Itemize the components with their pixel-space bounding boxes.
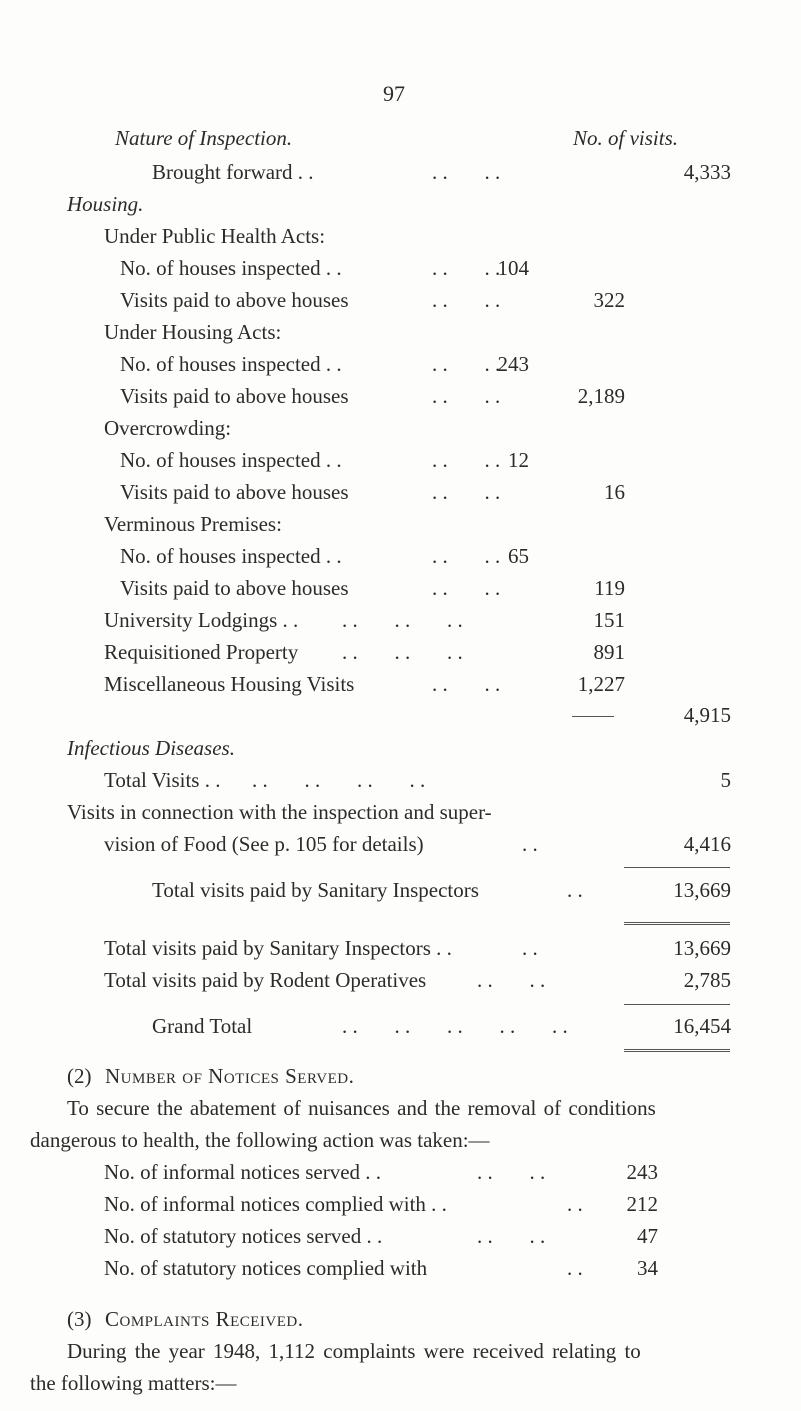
overcrowding-heading: Overcrowding: — [104, 416, 232, 440]
housing-total-dash — [572, 716, 614, 717]
notice-item-dots: . . — [567, 1256, 583, 1280]
misc-housing-value: 1,227 — [577, 672, 625, 696]
housing-heading: Housing. — [67, 192, 144, 216]
notice-item-value: 243 — [626, 1160, 658, 1184]
nature-of-inspection-header: Nature of Inspection. — [115, 126, 293, 150]
overcrowding-visits-dots: . . . . — [432, 480, 501, 504]
notices-section-heading: Number of Notices Served. — [105, 1064, 355, 1088]
housing-acts-inspected-label: No. of houses inspected . . — [120, 352, 342, 376]
requisitioned-property-value: 891 — [593, 640, 625, 664]
overcrowding-inspected-dots: . . . . — [432, 448, 501, 472]
pha-inspected-dots: . . . . — [432, 256, 501, 280]
infectious-total-value: 5 — [720, 768, 731, 792]
complaints-section-heading: Complaints Received. — [105, 1307, 304, 1331]
misc-housing-label: Miscellaneous Housing Visits — [104, 672, 355, 696]
grand-total-rule — [624, 1004, 730, 1005]
verminous-inspected-value: 65 — [508, 544, 529, 568]
notice-item-value: 47 — [637, 1224, 658, 1248]
pha-visits-value: 322 — [593, 288, 625, 312]
verminous-visits-value: 119 — [594, 576, 625, 600]
grand-total-value: 16,454 — [673, 1014, 731, 1038]
overcrowding-inspected-label: No. of houses inspected . . — [120, 448, 342, 472]
total-sanitary-dots: . . — [567, 878, 583, 902]
total-double-rule — [624, 922, 730, 925]
notice-item-label: No. of informal notices served . . — [104, 1160, 382, 1184]
summary-rodent-dots: . . . . — [477, 968, 546, 992]
pha-inspected-value: 104 — [497, 256, 529, 280]
misc-housing-dots: . . . . — [432, 672, 501, 696]
total-sanitary-label: Total visits paid by Sanitary Inspectors — [152, 878, 479, 902]
brought-forward-dots: . . . . — [432, 160, 501, 184]
notices-section-number: (2) — [67, 1064, 92, 1088]
overcrowding-visits-value: 16 — [604, 480, 625, 504]
pha-heading: Under Public Health Acts: — [104, 224, 326, 248]
overcrowding-visits-label: Visits paid to above houses — [120, 480, 349, 504]
housing-acts-heading: Under Housing Acts: — [104, 320, 282, 344]
summary-rodent-label: Total visits paid by Rodent Operatives — [104, 968, 427, 992]
grand-total-label: Grand Total — [152, 1014, 253, 1038]
housing-acts-visits-label: Visits paid to above houses — [120, 384, 349, 408]
housing-acts-inspected-value: 243 — [497, 352, 529, 376]
infectious-total-dots: . . . . . . . . — [252, 768, 426, 792]
notice-item-value: 212 — [626, 1192, 658, 1216]
housing-acts-visits-value: 2,189 — [577, 384, 625, 408]
notice-item-label: No. of statutory notices complied with — [104, 1256, 428, 1280]
summary-rodent-value: 2,785 — [683, 968, 731, 992]
notice-item-dots: . . — [567, 1192, 583, 1216]
notice-item-dots: . . . . — [477, 1224, 546, 1248]
pha-visits-dots: . . . . — [432, 288, 501, 312]
food-visits-dots: . . — [522, 832, 538, 856]
food-visits-line1: Visits in connection with the inspection and super- — [67, 800, 492, 824]
total-sanitary-value: 13,669 — [673, 878, 731, 902]
verminous-visits-dots: . . . . — [432, 576, 501, 600]
infectious-total-label: Total Visits . . — [104, 768, 221, 792]
notices-paragraph-line2: dangerous to health, the following action was taken:— — [30, 1128, 490, 1152]
summary-sanitary-label: Total visits paid by Sanitary Inspectors . . — [104, 936, 452, 960]
number-of-visits-header: No. of visits. — [573, 126, 679, 150]
summary-sanitary-value: 13,669 — [673, 936, 731, 960]
subtotal-rule — [624, 867, 730, 868]
notice-item-value: 34 — [637, 1256, 658, 1280]
university-lodgings-value: 151 — [593, 608, 625, 632]
notice-item-dots: . . . . — [477, 1160, 546, 1184]
notice-item-label: No. of informal notices complied with . . — [104, 1192, 447, 1216]
brought-forward-value: 4,333 — [683, 160, 731, 184]
complaints-paragraph-line2: the following matters:— — [30, 1371, 237, 1395]
housing-acts-visits-dots: . . . . — [432, 384, 501, 408]
complaints-paragraph-line1: During the year 1948, 1,112 complaints were received relating to — [67, 1339, 641, 1363]
food-visits-value: 4,416 — [683, 832, 731, 856]
brought-forward-label: Brought forward . . — [152, 160, 314, 184]
housing-acts-inspected-dots: . . . . — [432, 352, 501, 376]
housing-total-value: 4,915 — [683, 703, 731, 727]
notice-item-label: No. of statutory notices served . . — [104, 1224, 383, 1248]
infectious-diseases-heading: Infectious Diseases. — [67, 736, 235, 760]
requisitioned-property-dots: . . . . . . — [342, 640, 463, 664]
verminous-heading: Verminous Premises: — [104, 512, 282, 536]
pha-visits-label: Visits paid to above houses — [120, 288, 349, 312]
notices-paragraph-line1: To secure the abatement of nuisances and the removal of conditions — [67, 1096, 656, 1120]
requisitioned-property-label: Requisitioned Property — [104, 640, 299, 664]
summary-sanitary-dots: . . — [522, 936, 538, 960]
grand-total-double-rule — [624, 1049, 730, 1052]
overcrowding-inspected-value: 12 — [508, 448, 529, 472]
food-visits-line2: vision of Food (See p. 105 for details) — [104, 832, 424, 856]
verminous-visits-label: Visits paid to above houses — [120, 576, 349, 600]
grand-total-dots: . . . . . . . . . . — [342, 1014, 568, 1038]
university-lodgings-label: University Lodgings . . — [104, 608, 299, 632]
pha-inspected-label: No. of houses inspected . . — [120, 256, 342, 280]
complaints-section-number: (3) — [67, 1307, 92, 1331]
page-number: 97 — [383, 81, 405, 106]
university-lodgings-dots: . . . . . . — [342, 608, 463, 632]
verminous-inspected-label: No. of houses inspected . . — [120, 544, 342, 568]
verminous-inspected-dots: . . . . — [432, 544, 501, 568]
